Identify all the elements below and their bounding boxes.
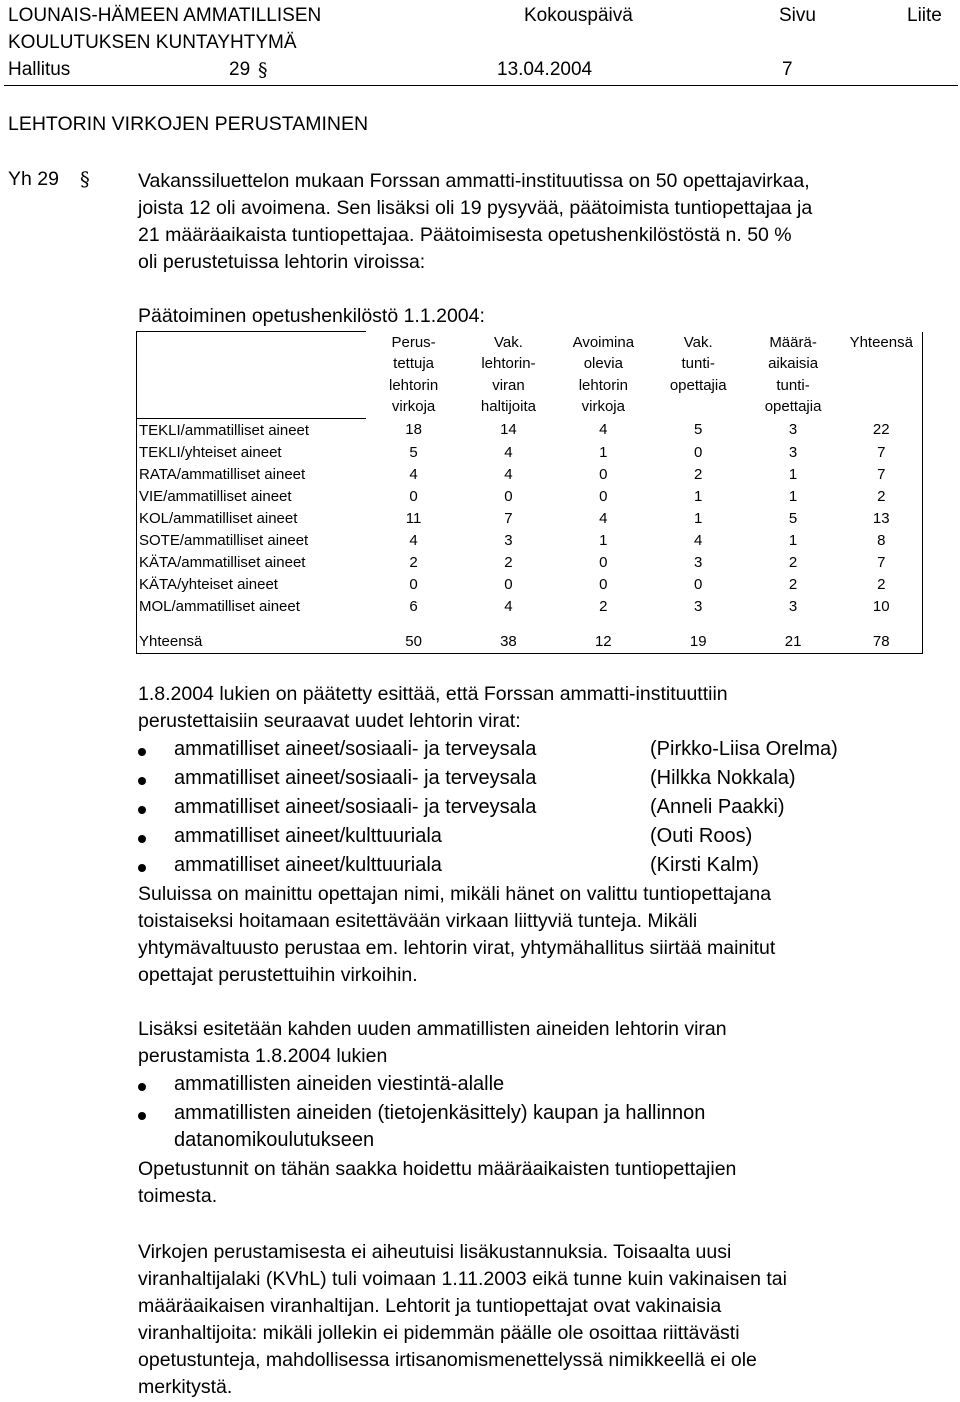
intro-paragraph bbox=[138, 168, 812, 276]
row-label: KÄTA/yhteiset aineet bbox=[139, 575, 278, 593]
table-cell: 0 bbox=[409, 487, 418, 505]
bullet-icon bbox=[138, 777, 146, 785]
table-cell: 2 bbox=[694, 465, 703, 483]
table-cell: 11 bbox=[405, 509, 422, 527]
table-cell: 5 bbox=[788, 509, 798, 527]
text-line: opetustunteja, mahdollisessa irtisanomismenettelyssä nimikkeellä ei ole bbox=[138, 1349, 757, 1371]
table-cell: 14 bbox=[500, 421, 517, 439]
text-line: toistaiseksi hoitamaan esitettävään virkaan liittyviä tunteja. Mikäli bbox=[138, 910, 698, 932]
table-cell: 4 bbox=[694, 531, 703, 549]
table-cell: 19 bbox=[689, 632, 707, 650]
column-header: Yhteensä bbox=[841, 332, 923, 419]
header-rule bbox=[4, 85, 958, 86]
text-line: määräaikaisen viranhaltijan. Lehtorit ja tuntiopettajat ovat vakinaisia bbox=[138, 1295, 722, 1317]
section-sign: § bbox=[258, 59, 268, 81]
row-label: TEKLI/yhteiset aineet bbox=[139, 443, 282, 461]
row-label: KOL/ammatilliset aineet bbox=[139, 509, 298, 527]
item-section-sign: § bbox=[80, 168, 90, 191]
table-cell: 0 bbox=[504, 487, 513, 505]
table-cell: 2 bbox=[504, 553, 513, 571]
bullet-icon bbox=[138, 1083, 146, 1091]
table-cell: 8 bbox=[877, 531, 886, 549]
row-label: MOL/ammatilliset aineet bbox=[139, 597, 300, 615]
table-cell: 2 bbox=[788, 575, 798, 593]
table-cell: 18 bbox=[405, 421, 422, 439]
table-cell: 0 bbox=[599, 465, 608, 483]
table-cell: 2 bbox=[599, 597, 608, 615]
text-line: perustettaisiin seuraavat uudet lehtorin virat: bbox=[138, 710, 521, 732]
table-cell: 3 bbox=[694, 597, 703, 615]
table-cell: 6 bbox=[409, 597, 418, 615]
table-row bbox=[137, 507, 923, 529]
column-header: Vak. lehtorin- viran haltijoita bbox=[480, 333, 536, 415]
table-cell: 7 bbox=[877, 553, 886, 571]
table-cell: 2 bbox=[877, 487, 886, 505]
table-cell: 7 bbox=[504, 509, 513, 527]
meeting-date-label: Kokouspäivä bbox=[524, 5, 633, 26]
row-label: VIE/ammatilliset aineet bbox=[139, 487, 292, 505]
table-cell: 78 bbox=[872, 632, 890, 650]
teaching-paragraph bbox=[138, 1156, 736, 1210]
total-row bbox=[137, 629, 923, 654]
header-blank-cell bbox=[137, 332, 367, 419]
table-row bbox=[137, 529, 923, 551]
text-line: Lisäksi esitetään kahden uuden ammatillisten aineiden lehtorin viran bbox=[138, 1018, 727, 1040]
text-line: perustamista 1.8.2004 lukien bbox=[138, 1045, 388, 1067]
section-number: 29 bbox=[229, 59, 251, 80]
table-cell: 4 bbox=[599, 509, 608, 527]
document-title: LEHTORIN VIRKOJEN PERUSTAMINEN bbox=[8, 113, 369, 135]
column-header: Määrä- aikaisia tunti- opettajia bbox=[764, 333, 822, 415]
text-line: merkitystä. bbox=[138, 1376, 233, 1398]
table-cell: 4 bbox=[409, 531, 418, 549]
table-cell: 22 bbox=[872, 421, 890, 439]
table-cell: 0 bbox=[599, 487, 608, 505]
body-name: Hallitus bbox=[8, 59, 71, 80]
table-row bbox=[137, 419, 923, 442]
table-header-row bbox=[137, 332, 923, 419]
row-label: TEKLI/ammatilliset aineet bbox=[139, 421, 310, 439]
text-line: Suluissa on mainittu opettajan nimi, mikäli hänet on valittu tuntiopettajana bbox=[138, 883, 772, 905]
org-name-line1: LOUNAIS-HÄMEEN AMMATILLISEN bbox=[8, 5, 322, 26]
bullet-icon bbox=[138, 806, 146, 814]
table-cell: 1 bbox=[788, 465, 798, 483]
org-name-line2: KOULUTUKSEN KUNTAYHTYMÄ bbox=[8, 32, 297, 53]
table-cell: 1 bbox=[599, 531, 608, 549]
text-line: viranhaltijoita: mikäli jollekin ei pidemmän päälle ole osoittaa riittävästi bbox=[138, 1322, 740, 1344]
table-cell: 1 bbox=[694, 487, 703, 505]
table-cell: 4 bbox=[504, 597, 513, 615]
page-number: 7 bbox=[782, 59, 793, 80]
table-row bbox=[137, 551, 923, 573]
text-line: oli perustetuissa lehtorin viroissa: bbox=[138, 251, 426, 273]
table-cell: 7 bbox=[877, 465, 886, 483]
table-cell: 12 bbox=[594, 632, 612, 650]
table-cell: 3 bbox=[788, 443, 798, 461]
table-cell: 1 bbox=[788, 531, 798, 549]
table-cell: 5 bbox=[694, 421, 703, 439]
table-cell: 0 bbox=[504, 575, 513, 593]
page-label: Sivu bbox=[779, 5, 816, 26]
column-header: Avoimina olevia lehtorin virkoja bbox=[572, 333, 635, 415]
table-cell: 1 bbox=[694, 509, 703, 527]
table-cell: 4 bbox=[599, 421, 608, 439]
row-label: RATA/ammatilliset aineet bbox=[139, 465, 306, 483]
table-cell: 38 bbox=[500, 632, 517, 650]
table-row bbox=[137, 573, 923, 595]
costs-paragraph bbox=[138, 1239, 787, 1401]
table-cell: 3 bbox=[788, 597, 798, 615]
table-row bbox=[137, 595, 923, 617]
text-line: Virkojen perustamisesta ei aiheutuisi lisäkustannuksia. Toisaalta uusi bbox=[138, 1241, 732, 1263]
table-cell: 2 bbox=[877, 575, 886, 593]
text-line: Opetustunnit on tähän saakka hoidettu määräaikaisten tuntiopettajien bbox=[138, 1158, 737, 1180]
staff-table bbox=[136, 331, 923, 654]
table-caption: Päätoiminen opetushenkilöstö 1.1.2004: bbox=[138, 305, 485, 327]
text-line: 1.8.2004 lukien on päätetty esittää, että Forssan ammatti-instituuttiin bbox=[138, 683, 728, 705]
text-line: viranhaltijalaki (KVhL) tuli voimaan 1.11.2003 eikä tunne kuin vakinaisen tai bbox=[138, 1268, 787, 1290]
text-line: toimesta. bbox=[138, 1185, 218, 1207]
table-cell: 0 bbox=[599, 553, 608, 571]
table-row bbox=[137, 485, 923, 507]
column-header: Vak. tunti- opettajia bbox=[669, 333, 727, 394]
text-line: 21 määräaikaista tuntiopettajaa. Päätoimisesta opetushenkilöstöstä n. 50 % bbox=[138, 224, 792, 246]
meeting-date: 13.04.2004 bbox=[497, 59, 593, 80]
table-row bbox=[137, 441, 923, 463]
table-cell: 10 bbox=[872, 597, 890, 615]
table-cell: 50 bbox=[405, 632, 422, 650]
table-cell: 5 bbox=[409, 443, 418, 461]
table-cell: 4 bbox=[409, 465, 418, 483]
table-cell: 0 bbox=[599, 575, 608, 593]
row-label: Yhteensä bbox=[139, 632, 203, 650]
table-cell: 0 bbox=[694, 575, 703, 593]
additional-paragraph bbox=[138, 1016, 727, 1070]
table-cell: 21 bbox=[784, 632, 802, 650]
column-header: Perus- tettuja lehtorin virkoja bbox=[388, 333, 439, 415]
table-cell: 3 bbox=[504, 531, 513, 549]
bullet-icon bbox=[138, 748, 146, 756]
table-cell: 2 bbox=[788, 553, 798, 571]
table-cell: 0 bbox=[409, 575, 418, 593]
item-code: Yh 29 bbox=[8, 168, 59, 190]
table-cell: 2 bbox=[409, 553, 418, 571]
table-cell: 13 bbox=[872, 509, 890, 527]
table-row bbox=[137, 463, 923, 485]
text-line: opettajat perustettuihin virkoihin. bbox=[138, 964, 418, 986]
table-cell: 3 bbox=[788, 421, 798, 439]
bullet-icon bbox=[138, 835, 146, 843]
table-cell: 4 bbox=[504, 465, 513, 483]
text-line: yhtymävaltuusto perustaa em. lehtorin virat, yhtymähallitus siirtää mainitut bbox=[138, 937, 776, 959]
spacer-cell bbox=[137, 617, 923, 629]
bullet-icon bbox=[138, 864, 146, 872]
text-line: Vakanssiluettelon mukaan Forssan ammatti-instituutissa on 50 opettajavirkaa, bbox=[138, 170, 810, 192]
table-cell: 4 bbox=[504, 443, 513, 461]
note-paragraph bbox=[138, 881, 775, 989]
row-label: KÄTA/ammatilliset aineet bbox=[139, 553, 306, 571]
table-cell: 0 bbox=[694, 443, 703, 461]
bullet-icon bbox=[138, 1112, 146, 1120]
attachment-label: Liite bbox=[907, 5, 942, 26]
row-label: SOTE/ammatilliset aineet bbox=[139, 531, 309, 549]
spacer-row bbox=[137, 617, 923, 629]
table-cell: 3 bbox=[694, 553, 703, 571]
decision-paragraph bbox=[138, 681, 728, 735]
table-cell: 7 bbox=[877, 443, 886, 461]
table-cell: 1 bbox=[788, 487, 798, 505]
text-line: joista 12 oli avoimena. Sen lisäksi oli 19 pysyvää, päätoimista tuntiopettajaa ja bbox=[138, 197, 813, 219]
table-cell: 1 bbox=[599, 443, 608, 461]
